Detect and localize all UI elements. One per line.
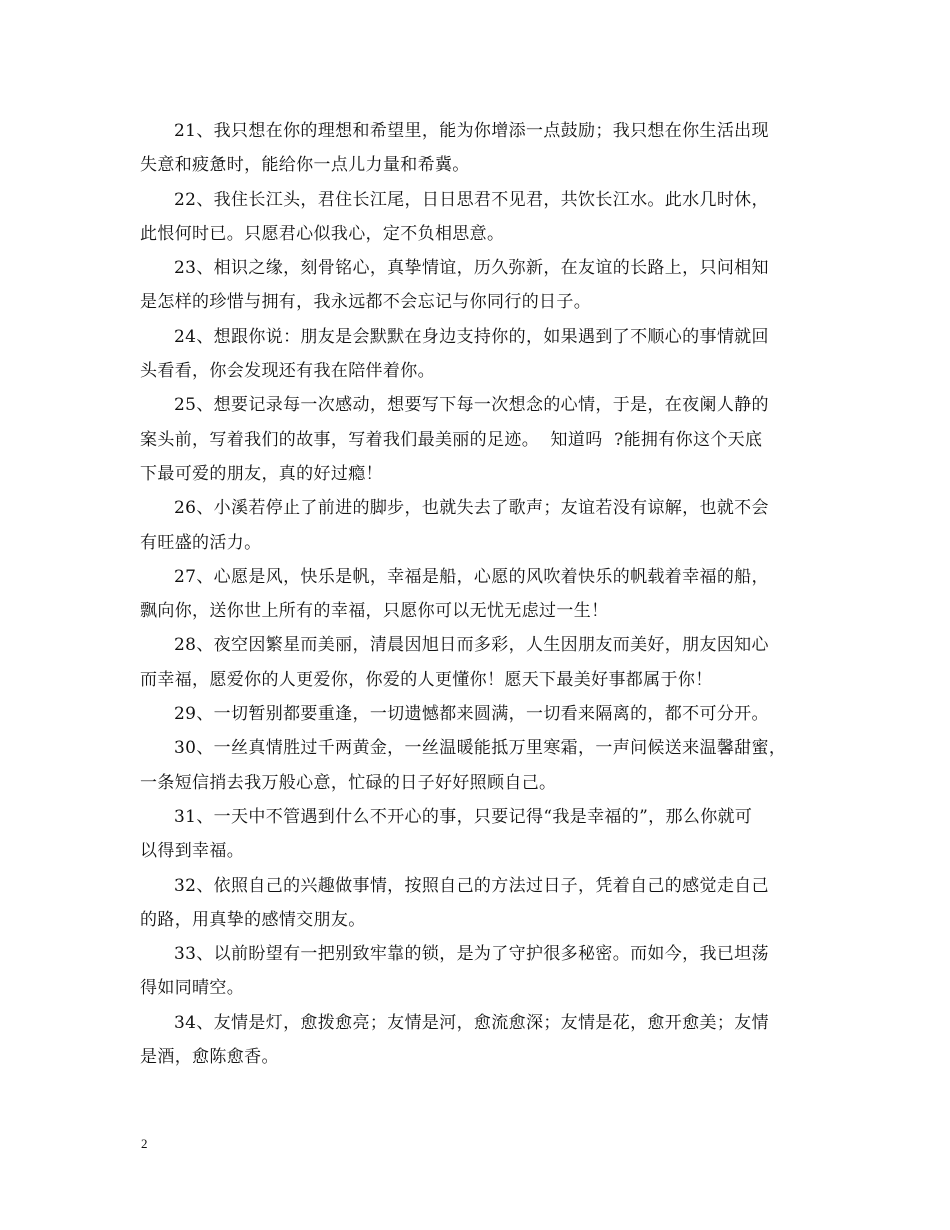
paragraph-line: 下最可爱的朋友，真的好过瘾！: [140, 463, 383, 484]
paragraph-line: 21、我只想在你的理想和希望里，能为你增添一点鼓励；我只想在你生活出现: [174, 121, 769, 141]
paragraph-34: [140, 1006, 828, 1075]
paragraph-line: 34、友情是灯，愈拨愈亮；友情是河，愈流愈深；友情是花，愈开愈美；友情: [174, 1012, 769, 1033]
document-body: [140, 114, 828, 1074]
paragraph-line: 25、想要记录每一次感动，想要写下每一次想念的心情，于是，在夜阑人静的: [174, 395, 769, 416]
paragraph-26: [140, 491, 828, 560]
paragraph-22: [140, 183, 828, 252]
paragraph-21: [140, 114, 828, 183]
page-number: 2: [141, 1136, 148, 1151]
paragraph-line: 28、夜空因繁星而美丽，清晨因旭日而多彩，人生因朋友而美好，朋友因知心: [174, 635, 769, 656]
paragraph-27: [140, 560, 828, 629]
paragraph-line: 22、我住长江头，君住长江尾，日日思君不见君，共饮长江水。此水几时休，: [174, 189, 769, 210]
paragraph-line: 而幸福，愿爱你的人更爱你，你爱的人更懂你！愿天下最美好事都属于你！: [140, 669, 713, 690]
paragraph-line: 得如同晴空。: [140, 978, 245, 999]
paragraph-line: 一条短信捎去我万般心意，忙碌的日子好好照顾自己。: [140, 772, 557, 793]
paragraph-line: 32、依照自己的兴趣做事情，按照自己的方法过日子，凭着自己的感觉走自己: [174, 875, 769, 896]
paragraph-23: [140, 251, 828, 320]
paragraph-line: 此恨何时已。只愿君心似我心，定不负相思意。: [140, 223, 505, 244]
paragraph-line: 是怎样的珍惜与拥有，我永远都不会忘记与你同行的日子。: [140, 292, 592, 313]
paragraph-line: 头看看，你会发现还有我在陪伴着你。: [140, 361, 435, 382]
paragraph-line: 失意和疲惫时，能给你一点儿力量和希冀。: [140, 155, 470, 176]
paragraph-line: 以得到幸福。: [140, 841, 245, 862]
paragraph-line: 23、相识之缘，刻骨铭心，真挚情谊，历久弥新，在友谊的长路上，只问相知: [174, 258, 769, 279]
paragraph-line: 31、一天中不管遇到什么不开心的事，只要记得“我是幸福的”，那么你就可: [174, 806, 753, 827]
paragraph-29: [140, 697, 828, 731]
paragraph-line: 案头前，写着我们的故事，写着我们最美丽的足迹。 知道吗 ?能拥有你这个天底: [140, 429, 763, 450]
paragraph-line: 29、一切暂别都要重逢，一切遗憾都来圆满，一切看来隔离的，都不可分开。: [174, 704, 769, 725]
paragraph-line: 30、一丝真情胜过千两黄金，一丝温暖能抵万里寒霜，一声问候送来温馨甜蜜，: [174, 738, 787, 759]
paragraph-25: [140, 388, 828, 491]
paragraph-32: [140, 869, 828, 938]
paragraph-line: 是酒，愈陈愈香。: [140, 1047, 279, 1068]
paragraph-line: 有旺盛的活力。: [140, 532, 262, 553]
paragraph-line: 33、以前盼望有一把别致牢靠的锁，是为了守护很多秘密。而如今，我已坦荡: [174, 944, 769, 965]
paragraph-line: 飘向你，送你世上所有的幸福，只愿你可以无忧无虑过一生！: [140, 601, 609, 622]
paragraph-line: 24、想跟你说：朋友是会默默在身边支持你的，如果遇到了不顺心的事情就回: [174, 326, 769, 347]
paragraph-30: [140, 731, 828, 800]
paragraph-line: 的路，用真挚的感情交朋友。: [140, 909, 366, 930]
paragraph-line: 26、小溪若停止了前进的脚步，也就失去了歌声；友谊若没有谅解，也就不会: [174, 498, 769, 519]
paragraph-28: [140, 628, 828, 697]
paragraph-33: [140, 937, 828, 1006]
paragraph-31: [140, 800, 828, 869]
paragraph-line: 27、心愿是风，快乐是帆，幸福是船，心愿的风吹着快乐的帆载着幸福的船，: [174, 566, 769, 587]
paragraph-24: [140, 320, 828, 389]
